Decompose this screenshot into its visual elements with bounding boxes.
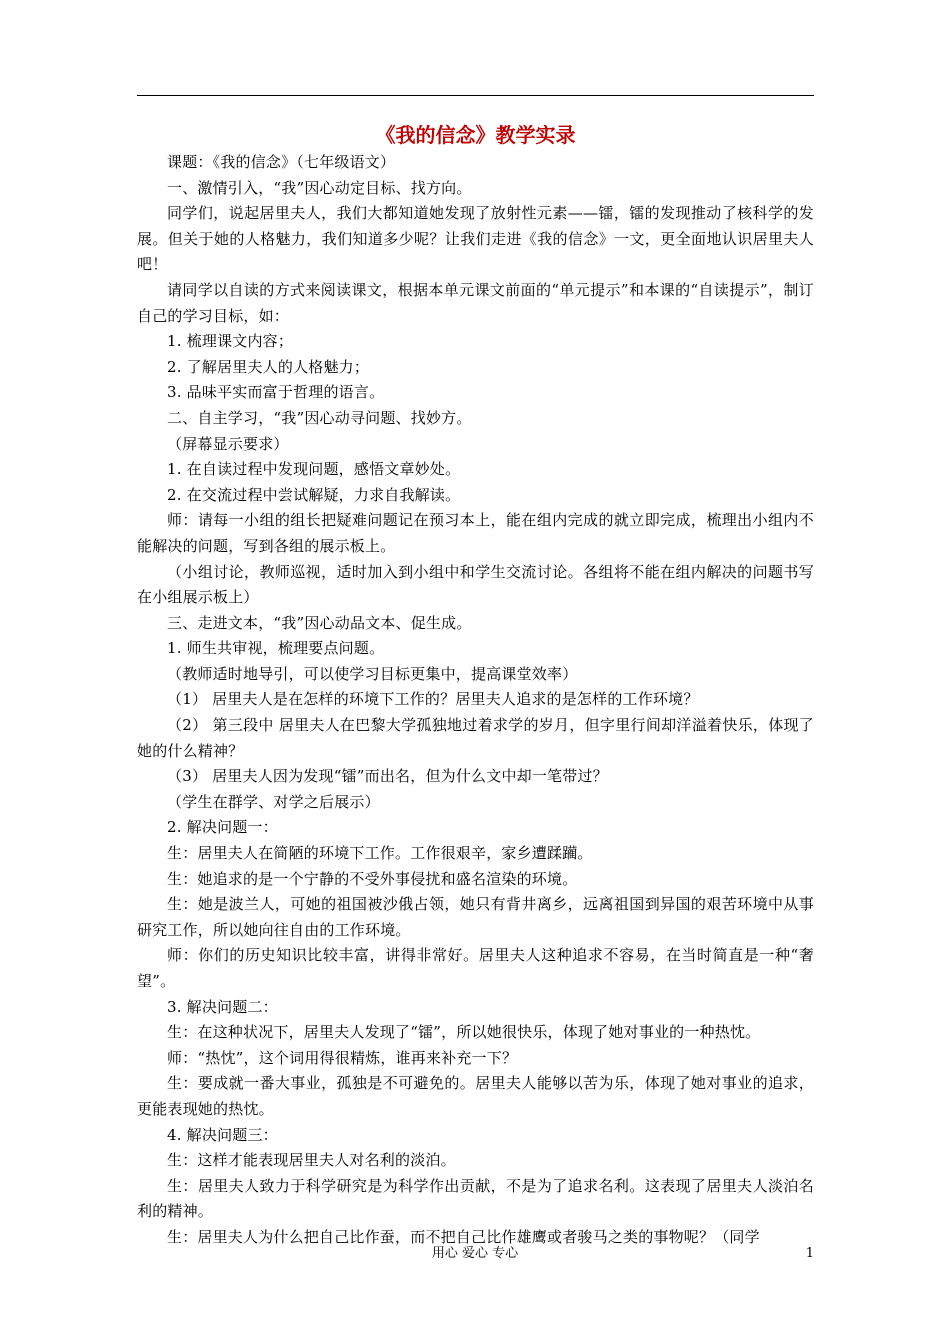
paragraph: 生：居里夫人为什么把自己比作蚕，而不把自己比作雄鹰或者骏马之类的事物呢？（同学: [167, 1227, 760, 1246]
paragraph: （教师适时地导引，可以使学习目标更集中，提高课堂效率）: [167, 664, 578, 683]
paragraph: 二、自主学习，“我”因心动寻问题、找妙方。: [167, 408, 472, 427]
paragraph: （1） 居里夫人是在怎样的环境下工作的？居里夫人追求的是怎样的工作环境？: [167, 690, 699, 709]
paragraph: 师：请每一小组的组长把疑难问题记在预习本上，能在组内完成的就立即完成，梳理出小组内不能解决的问题，写到各组的展示板上。: [137, 511, 814, 555]
paragraph: 生：要成就一番大事业，孤独是不可避免的。居里夫人能够以苦为乐，体现了她对事业的追求，更能表现她的热忱。: [137, 1074, 814, 1118]
paragraph: 1. 梳理课文内容；: [167, 332, 294, 351]
paragraph: 三、走进文本，“我”因心动品文本、促生成。: [167, 613, 472, 632]
paragraph: 1. 在自读过程中发现问题，感悟文章妙处。: [167, 460, 461, 479]
footer-slogan: 用心 爱心 专心: [431, 1246, 519, 1261]
paragraph: 4. 解决问题三：: [167, 1125, 278, 1144]
paragraph: 请同学以自读的方式来阅读课文，根据本单元课文前面的“单元提示”和本课的“自读提示”，制订自己的学习目标，如：: [137, 280, 814, 325]
page-number: 1: [805, 1246, 814, 1261]
paragraph: （学生在群学、对学之后展示）: [167, 792, 380, 811]
paragraph: 生：居里夫人在简陋的环境下工作。工作很艰辛，家乡遭蹂躏。: [167, 844, 593, 863]
paragraph: 2. 解决问题一：: [167, 818, 278, 837]
paragraph: （屏幕显示要求）: [167, 434, 289, 453]
paragraph: 生：她追求的是一个宁静的不受外事侵扰和盛名渲染的环境。: [167, 869, 578, 888]
paragraph: （3） 居里夫人因为发现“镭”而出名，但为什么文中却一笔带过？: [167, 767, 608, 786]
document-body: [137, 150, 814, 1251]
header-rule: [137, 95, 814, 96]
document-title: 《我的信念》教学实录: [375, 123, 576, 147]
paragraph: 同学们，说起居里夫人，我们大都知道她发现了放射性元素——镭，镭的发现推动了核科学的发展。但关于她的人格魅力，我们知道多少呢？让我们走进《我的信念》一文，更全面地认识居里夫人吧！: [137, 204, 814, 274]
paragraph: 生：在这种状况下，居里夫人发现了“镭”，所以她很快乐，体现了她对事业的一种热忱。: [167, 1023, 761, 1042]
paragraph: 2. 在交流过程中尝试解疑，力求自我解读。: [167, 485, 461, 504]
paragraph: 3. 品味平实而富于哲理的语言。: [167, 383, 385, 402]
paragraph: 生：这样才能表现居里夫人对名利的淡泊。: [167, 1151, 456, 1170]
paragraph: 3. 解决问题二：: [167, 997, 278, 1016]
paragraph: 课题：《我的信念》（七年级语文）: [167, 153, 396, 171]
paragraph: 师：“热忱”，这个词用得很精炼，谁再来补充一下？: [167, 1048, 518, 1067]
paragraph: 2. 了解居里夫人的人格魅力；: [167, 357, 370, 376]
paragraph: 生：居里夫人致力于科学研究是为科学作出贡献，不是为了追求名利。这表现了居里夫人淡泊名利的精神。: [137, 1176, 814, 1221]
paragraph: 师：你们的历史知识比较丰富，讲得非常好。居里夫人这种追求不容易，在当时简直是一种“奢望”。: [137, 946, 814, 990]
paragraph: 1. 师生共审视，梳理要点问题。: [167, 639, 385, 658]
paragraph: 一、激情引入，“我”因心动定目标、找方向。: [167, 178, 472, 197]
paragraph: （小组讨论，教师巡视，适时加入到小组中和学生交流讨论。各组将不能在组内解决的问题书写在小组展示板上）: [137, 562, 814, 607]
paragraph: 生：她是波兰人，可她的祖国被沙俄占领，她只有背井离乡，远离祖国到异国的艰苦环境中从事研究工作，所以她向往自由的工作环境。: [137, 895, 814, 939]
paragraph: （2） 第三段中 居里夫人在巴黎大学孤独地过着求学的岁月，但字里行间却洋溢着快乐，体现了她的什么精神？: [137, 716, 814, 760]
